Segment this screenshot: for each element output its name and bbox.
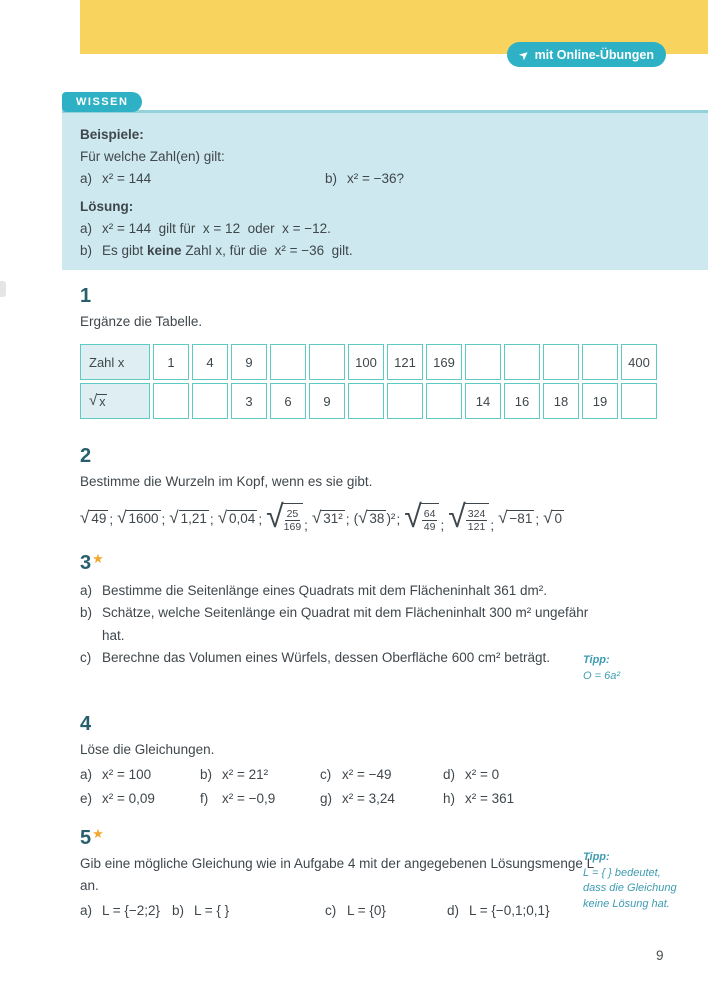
radicand: 0 [554,510,562,526]
radical-expression [169,507,217,527]
item-label: c) [320,767,332,782]
sqrt-icon: √ [448,498,466,534]
radicand: 0,04 [229,510,256,526]
cursor-arrow-icon: ➤ [515,45,532,64]
item-label: b) [172,903,185,918]
solution-b-text-pre: Es gibt [102,243,148,258]
radical-expression [543,507,564,527]
solution-b-keyword: keine [147,243,182,258]
solution-set-item [80,899,172,922]
exercise-4-number: 4 [80,713,92,735]
fraction-denominator: 169 [283,521,302,533]
radical-expression [498,507,543,527]
sqrt-icon: √ [169,507,179,527]
table-cell: 14 [465,383,501,419]
item-text: Bestimme die Seitenlänge eines Quadrats mit dem Flächeninhalt 361 dm². [102,583,547,598]
fraction-numerator: 324 [467,508,486,520]
sqrt-icon: √ [89,392,98,409]
solution-set-text: L = {0} [347,903,386,918]
table-cell [543,344,579,380]
separator: ; [490,518,495,533]
table-row-sqrt-x [80,383,657,419]
list-item [80,602,595,647]
solution-b-label: b) [80,243,93,258]
radical-expression [217,507,266,527]
table-cell [621,383,657,419]
row-header-sqrt-x [80,383,150,419]
exercise-4-task: Löse die Gleichungen. [80,742,215,757]
exercise-1-number: 1 [80,285,92,307]
equation-item [443,787,680,811]
fraction-numerator: 25 [286,508,299,520]
solution-set-text: L = {−2;2} [102,903,161,918]
item-label: c) [325,903,337,918]
sqrt-icon: √ [543,507,553,527]
equation-item [200,787,320,811]
example-equations-row [80,168,690,190]
table-cell [309,344,345,380]
table-cell: 400 [621,344,657,380]
solution-set-text: L = { } [194,903,230,918]
wissen-box [62,110,708,270]
row-header-zahl-x: Zahl x [80,344,150,380]
solution-b-text-post: Zahl x, für die x² = −36 gilt. [181,243,353,258]
equation-text: x² = 3,24 [342,790,395,806]
page-number: 9 [656,948,664,963]
exercise-2-task: Bestimme die Wurzeln im Kopf, wenn es sie gibt. [80,474,373,489]
table-cell: 9 [309,383,345,419]
table-cell [426,383,462,419]
solution-set-item [172,899,325,922]
equation-item [320,763,443,787]
radical-expression [311,507,354,527]
example-b-expression: x² = −36? [347,171,405,186]
item-label: h) [443,790,456,806]
radical-fraction-expression [404,498,448,534]
table-cell: 100 [348,344,384,380]
exercise-3-items [80,580,595,670]
separator: ; [209,511,214,527]
equation-text: x² = 361 [465,790,515,806]
exercise-5-number [80,822,680,850]
solution-a-text: x² = 144 gilt für x = 12 oder x = −12. [102,221,331,236]
item-label: a) [80,903,93,918]
exercise-3-number-text: 3 [80,552,92,574]
equations-grid [80,763,680,810]
star-icon: ★ [92,551,104,566]
exercise-2-number: 2 [80,445,92,467]
table-cell [348,383,384,419]
item-label: c) [80,650,92,666]
examples-title: Beispiele: [80,127,144,142]
tip-text-line: keine Lösung hat. [583,897,670,910]
table-cell: 121 [387,344,423,380]
table-cell [582,344,618,380]
sqrt-icon: √ [358,507,368,527]
online-exercises-badge[interactable] [507,42,667,67]
tip-text-line: L = { } bedeutet, [583,866,661,879]
table-cell [270,344,306,380]
example-a-label: a) [80,171,93,186]
table-row-zahl-x [80,344,657,380]
tip-title: Tipp: [583,654,610,666]
table-cell: 19 [582,383,618,419]
table-cell: 169 [426,344,462,380]
exercise-4 [80,712,680,810]
radical-fraction-expression [448,498,498,534]
table-cell [387,383,423,419]
equation-text: x² = −0,9 [222,790,276,806]
sqrt-icon: √ [266,498,284,534]
radical-expressions-row [80,498,680,534]
radicand: 1600 [128,510,159,526]
wissen-tab [62,92,142,112]
item-label: a) [80,767,93,782]
item-label: e) [80,790,93,806]
example-a-expression: x² = 144 [102,171,152,186]
separator: ; [304,518,308,533]
item-label: b) [80,605,93,621]
solution-a [80,218,690,240]
table-cell: 6 [270,383,306,419]
sqrt-icon: √ [80,507,90,527]
radical-expression [117,507,169,527]
exercise-1-task: Ergänze die Tabelle. [80,314,203,329]
online-exercises-label: mit Online-Übungen [534,47,654,62]
list-item [80,647,595,669]
fraction-denominator: 49 [423,521,436,533]
item-label: d) [447,903,460,918]
item-label: a) [80,583,93,598]
examples-intro: Für welche Zahl(en) gilt: [80,149,225,164]
item-label: f) [200,790,209,806]
star-icon: ★ [92,826,104,841]
table-cell: 1 [153,344,189,380]
radical-fraction-expression [266,498,312,534]
exercise-3-number [80,547,680,575]
solution-title: Lösung: [80,199,134,214]
page-edge-marker [0,281,6,297]
equation-text: x² = 21² [222,767,269,782]
table-cell [153,383,189,419]
exercise-5-task: Gib eine mögliche Gleichung wie in Aufgabe 4 mit der angegebenen Lösungsmenge L an. [80,856,594,893]
list-item [80,580,595,602]
radicand: 49 [91,510,107,526]
sqrt-icon: √ [498,507,508,527]
equation-text: x² = −49 [342,767,392,782]
margin-tip-surface-formula [583,653,698,684]
solution-set-text: L = {−0,1;0,1} [469,903,550,918]
table-cell: 16 [504,383,540,419]
exercise-5-number-text: 5 [80,827,92,849]
item-label: b) [200,767,213,782]
radicand: 1,21 [180,510,207,526]
table-cell: 18 [543,383,579,419]
separator: ; [440,518,445,533]
sqrt-icon: √ [311,507,322,527]
table-cell [465,344,501,380]
separator: ; [161,511,166,527]
item-label: d) [443,767,456,782]
radicand: 38 [369,510,385,526]
exercise-5 [80,822,680,922]
item-text: Schätze, welche Seitenlänge ein Quadrat mit dem Flächeninhalt 300 m² ungefähr hat. [102,605,589,643]
sqrt-icon: √ [404,498,422,534]
sqrt-x-symbol [89,394,107,409]
tip-title: Tipp: [583,851,610,863]
example-b [325,168,404,190]
fraction-numerator: 64 [423,508,436,520]
fraction-denominator: 121 [467,521,486,533]
table-cell [192,383,228,419]
exercise-1 [80,284,680,422]
table-cell: 4 [192,344,228,380]
exercise-2 [80,444,680,533]
equation-text: x² = 0 [465,767,500,782]
wissen-tab-label: WISSEN [76,96,129,108]
equation-item [80,763,200,787]
equation-text: x² = 0,09 [102,790,155,806]
sqrt-icon: √ [217,507,228,527]
close-paren-squared: )² [386,510,396,526]
table-cell: 9 [231,344,267,380]
square-root-table [77,341,660,422]
equation-item [320,787,443,811]
radicand: 31² [323,510,343,526]
squared-radical-expression [353,507,405,527]
separator: ; [258,511,263,527]
margin-tip-empty-set [583,850,698,912]
radicand: −81 [509,510,533,526]
separator: ; [109,511,114,527]
separator: ; [345,511,350,527]
radical-expression [80,507,117,527]
solution-a-label: a) [80,221,93,236]
table-cell [504,344,540,380]
example-a [80,168,325,190]
item-text: Berechne das Volumen eines Würfels, dessen Oberfläche 600 cm² beträgt. [102,650,550,666]
table-cell: 3 [231,383,267,419]
tip-text: O = 6a² [583,669,620,682]
exercise-3 [80,547,680,682]
tip-text-line: dass die Gleichung [583,882,677,894]
sqrt-icon: √ [117,507,127,527]
equation-item [443,763,680,787]
equation-item [200,763,320,787]
solution-b [80,240,690,262]
item-label: g) [320,790,333,806]
example-b-label: b) [325,171,338,186]
separator: ; [535,511,540,527]
equation-item [80,787,200,811]
open-paren: ( [353,510,359,526]
equation-text: x² = 100 [102,767,152,782]
sqrt-x-radicand: x [99,395,106,409]
separator: ; [396,511,401,527]
solution-set-item [325,899,447,922]
